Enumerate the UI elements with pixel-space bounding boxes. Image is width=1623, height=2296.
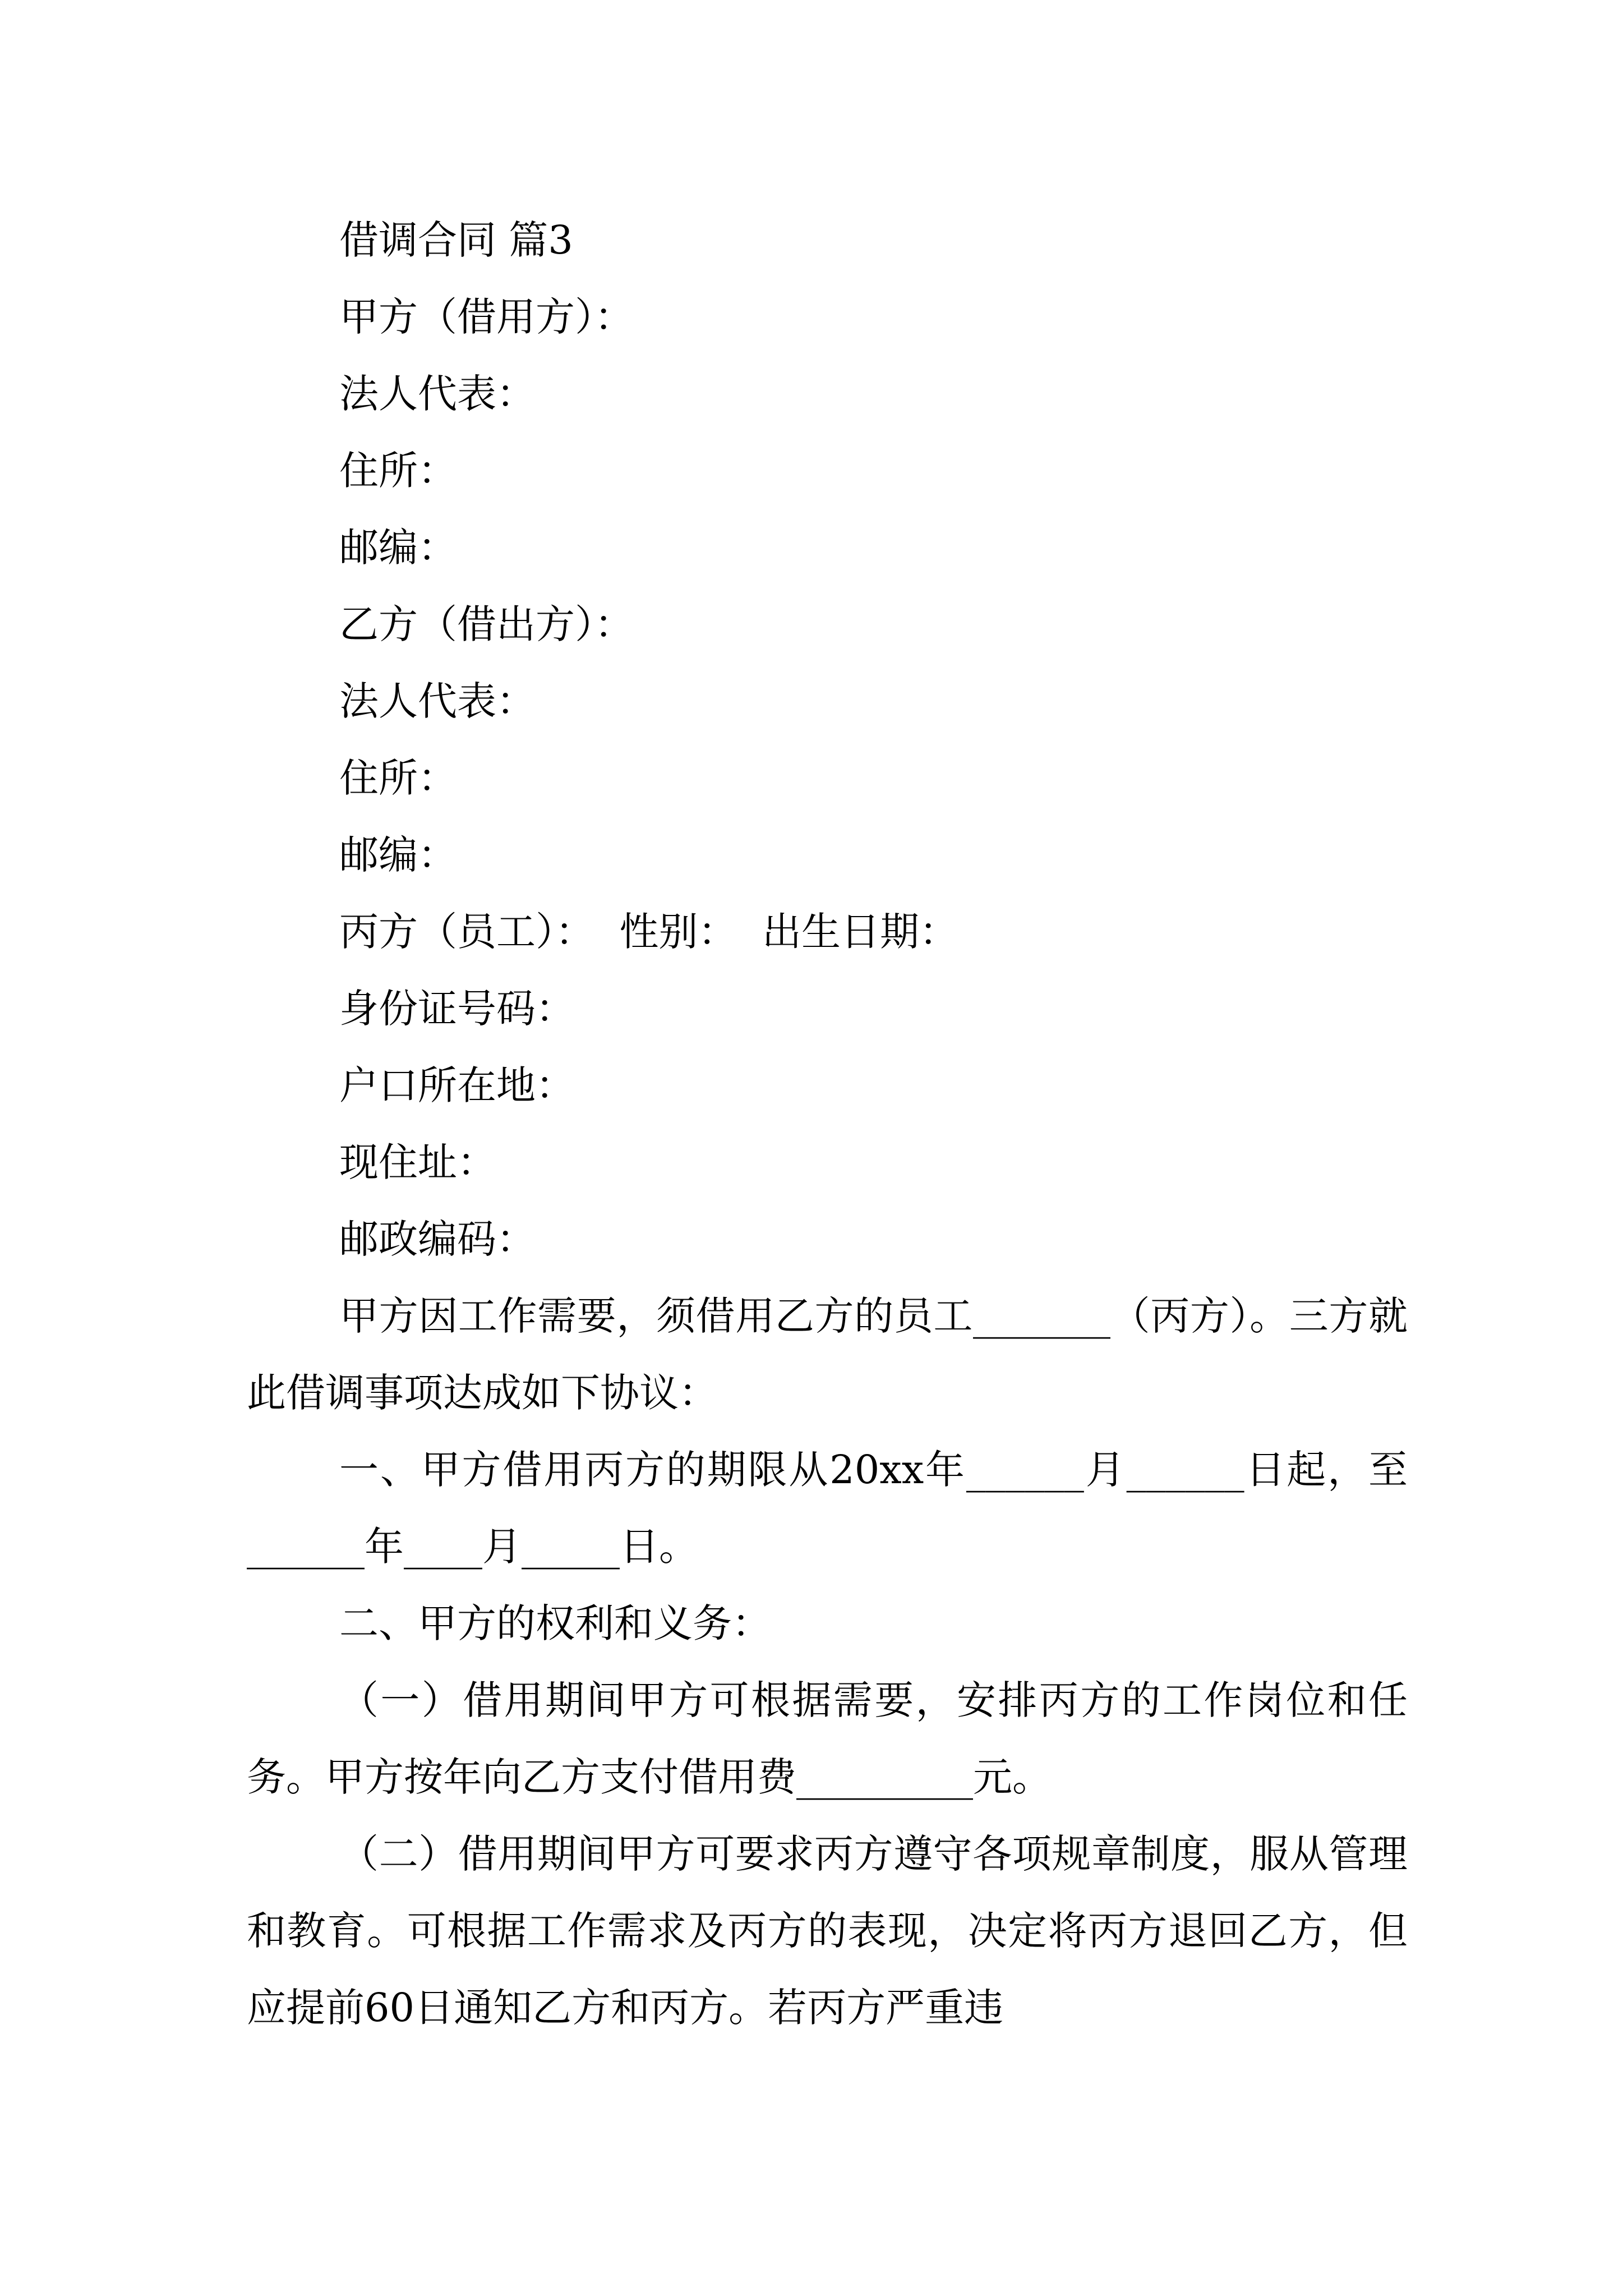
party-a-rep: 法人代表： xyxy=(339,371,536,417)
party-a-postcode: 邮编： xyxy=(339,524,457,570)
paragraph-intro: 甲方因工作需要，须借用乙方的员工_______（丙方）。三方就此借调事项达成如下协议： xyxy=(247,1293,1408,1416)
party-b-label: 乙方（借出方）： xyxy=(339,601,634,647)
party-c-id-number: 身份证号码： xyxy=(339,986,575,1032)
paragraph-clause-1: （一）借用期间甲方可根据需要，安排丙方的工作岗位和任务。甲方按年向乙方支付借用费_________元。 xyxy=(247,1677,1408,1800)
document-body xyxy=(247,202,1408,2046)
party-b-postcode: 邮编： xyxy=(339,832,457,878)
party-a-address: 住所： xyxy=(339,448,457,494)
party-c-current-address: 现住址： xyxy=(339,1139,496,1185)
party-a-label: 甲方（借用方）： xyxy=(339,294,634,340)
paragraph-clause-2: （二）借用期间甲方可要求丙方遵守各项规章制度，服从管理和教育。可根据工作需求及丙方的表现，决定将丙方退回乙方，但应提前60日通知乙方和丙方。若丙方严重违 xyxy=(247,1831,1408,2031)
paragraph-term: 一、甲方借用丙方的期限从20xx年______月______日起，至______年____月_____日。 xyxy=(247,1447,1408,1570)
paragraph-party-a-rights-heading: 二、甲方的权利和义务： xyxy=(339,1600,771,1646)
party-b-address: 住所： xyxy=(339,755,457,801)
party-c-label: 丙方（员工）： 性别： 出生日期： xyxy=(339,909,959,955)
party-b-rep: 法人代表： xyxy=(339,678,536,724)
party-c-household: 户口所在地： xyxy=(339,1062,575,1108)
document-title: 借调合同 篇3 xyxy=(339,217,573,263)
party-c-postal-code: 邮政编码： xyxy=(339,1216,536,1262)
